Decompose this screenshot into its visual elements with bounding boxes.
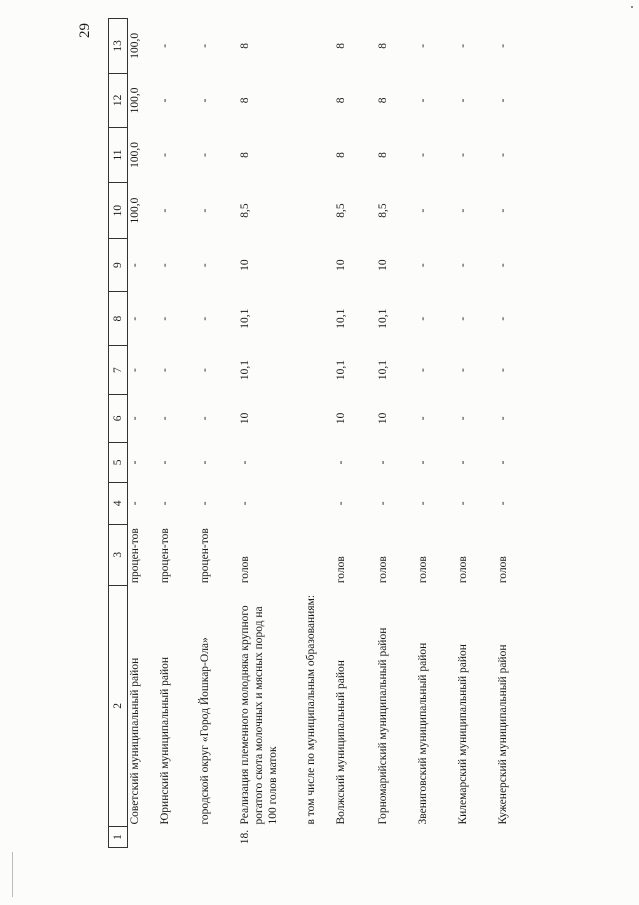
value-cell: - <box>158 98 171 103</box>
value-cell: - <box>456 460 469 465</box>
value-cell: - <box>129 368 141 372</box>
column-header: 4 <box>109 482 128 524</box>
column-header: 9 <box>109 239 128 291</box>
value-cell: 10,1 <box>376 308 389 329</box>
table-row <box>128 19 158 848</box>
value-cell: - <box>158 153 171 157</box>
value-cell <box>304 73 334 128</box>
indicator-name-cell: Звениговский муниципальный район <box>416 642 429 825</box>
indicator-name-cell: Волжский муниципальный район <box>334 660 347 825</box>
value-cell: - <box>158 316 171 321</box>
value-cell: 8 <box>334 42 347 49</box>
value-cell: - <box>334 460 347 465</box>
value-cell: - <box>456 263 469 268</box>
value-cell <box>304 346 334 394</box>
value-cell: 8,5 <box>376 203 389 218</box>
value-cell: 100,0 <box>129 87 141 114</box>
indicator-name-cell: Куженерский муниципальный район <box>496 644 509 825</box>
value-cell: - <box>158 368 171 372</box>
table-row <box>456 19 496 848</box>
value-cell: - <box>496 43 509 48</box>
table-row <box>416 19 456 848</box>
row-number-cell <box>376 827 416 848</box>
indicator-name-cell: Горномарийский муниципальный район <box>376 627 389 825</box>
unit-cell: голов <box>496 556 509 584</box>
value-cell: - <box>198 208 211 213</box>
value-cell: - <box>456 501 469 506</box>
row-number-cell: 18. <box>238 829 251 845</box>
table-row <box>238 19 304 848</box>
value-cell: 100,0 <box>129 142 141 168</box>
value-cell: 8 <box>238 42 251 49</box>
row-number-cell <box>304 827 334 848</box>
value-cell: - <box>198 460 211 465</box>
table-row <box>304 19 334 848</box>
value-cell: 100,0 <box>129 197 141 224</box>
value-cell: - <box>416 98 429 103</box>
page-number: 29 <box>77 23 93 38</box>
value-cell: - <box>496 263 509 268</box>
value-cell: 8 <box>376 42 389 49</box>
value-cell <box>304 239 334 291</box>
value-cell: - <box>496 501 509 506</box>
value-cell <box>304 482 334 524</box>
value-cell: - <box>129 263 141 268</box>
column-header: 8 <box>109 291 128 346</box>
column-header: 3 <box>109 524 128 585</box>
value-cell: - <box>456 416 469 421</box>
row-number-cell <box>198 827 238 848</box>
value-cell: 10,1 <box>334 308 347 329</box>
value-cell: - <box>456 43 469 48</box>
value-cell: - <box>496 368 509 372</box>
unit-cell: процен-тов <box>158 528 171 584</box>
column-header: 10 <box>109 182 128 239</box>
row-number-cell <box>334 827 376 848</box>
value-cell: 10,1 <box>334 360 347 381</box>
value-cell: 8,5 <box>238 203 251 218</box>
value-cell: 10 <box>376 259 389 271</box>
value-cell: 8 <box>238 97 251 104</box>
value-cell: - <box>416 316 429 321</box>
unit-cell: голов <box>416 556 429 584</box>
indicator-name-cell: городской округ «Город Йошкар-Ола» <box>198 637 211 825</box>
value-cell: - <box>496 460 509 465</box>
value-cell: - <box>129 460 141 465</box>
value-cell: - <box>496 98 509 103</box>
value-cell: 8 <box>376 152 389 158</box>
table-body <box>109 19 536 848</box>
value-cell: - <box>198 153 211 157</box>
column-header: 1 <box>109 827 128 848</box>
value-cell: - <box>198 263 211 268</box>
value-cell <box>304 442 334 482</box>
value-cell: - <box>129 501 141 506</box>
indicator-name-cell: Килемарский муниципальный район <box>456 644 469 825</box>
value-cell: - <box>416 153 429 157</box>
value-cell: - <box>416 460 429 465</box>
value-cell: - <box>129 416 141 421</box>
row-number-cell <box>496 827 536 848</box>
value-cell: - <box>198 316 211 321</box>
value-cell: - <box>496 208 509 213</box>
value-cell: 8,5 <box>334 203 347 218</box>
value-cell: - <box>129 316 141 321</box>
column-header: 12 <box>109 73 128 128</box>
value-cell: 10 <box>238 412 251 425</box>
value-cell: - <box>456 153 469 157</box>
value-cell: - <box>198 501 211 506</box>
scan-margin-mark <box>12 852 13 897</box>
table-row <box>334 19 376 848</box>
table-row <box>158 19 198 848</box>
indicator-table <box>108 18 536 848</box>
value-cell: - <box>158 263 171 268</box>
value-cell: - <box>416 263 429 268</box>
value-cell: - <box>376 501 389 506</box>
unit-cell: процен-тов <box>129 528 141 584</box>
indicator-name-cell: Юринский муниципальный район <box>158 656 171 825</box>
value-cell: 10 <box>334 259 347 271</box>
column-header: 2 <box>109 585 128 826</box>
unit-cell: голов <box>456 556 469 584</box>
value-cell: 8 <box>376 97 389 104</box>
value-cell: 8 <box>334 152 347 158</box>
value-cell: 10,1 <box>238 308 251 329</box>
value-cell: 8 <box>334 97 347 104</box>
value-cell: - <box>416 416 429 421</box>
value-cell: - <box>158 460 171 465</box>
value-cell: - <box>496 316 509 321</box>
value-cell: - <box>198 416 211 421</box>
value-cell: - <box>456 98 469 103</box>
value-cell: 10 <box>376 412 389 425</box>
column-header: 11 <box>109 128 128 183</box>
value-cell: - <box>376 460 389 465</box>
value-cell: - <box>238 460 251 465</box>
value-cell: 10 <box>238 259 251 271</box>
value-cell: - <box>456 316 469 321</box>
value-cell: 8 <box>238 152 251 158</box>
value-cell: - <box>158 43 171 48</box>
indicator-name-cell: в том числе по муниципальным образованиям: <box>304 594 317 825</box>
column-header: 5 <box>109 442 128 482</box>
value-cell: - <box>158 416 171 421</box>
row-number-cell <box>456 827 496 848</box>
unit-cell: голов <box>238 556 251 584</box>
value-cell: - <box>456 368 469 372</box>
indicator-name-cell: Реализация племенного молодняка крупного рогатого скота молочных и мясных пород на 100 голов маток <box>238 605 280 825</box>
value-cell <box>304 128 334 183</box>
value-cell: 10,1 <box>376 360 389 381</box>
value-cell: 10,1 <box>238 360 251 381</box>
value-cell: - <box>416 368 429 372</box>
row-number-cell <box>158 827 198 848</box>
unit-cell: голов <box>334 556 347 584</box>
value-cell <box>304 394 334 442</box>
value-cell <box>304 182 334 239</box>
value-cell: - <box>496 416 509 421</box>
table-row <box>198 19 238 848</box>
value-cell: - <box>496 153 509 157</box>
value-cell <box>304 291 334 346</box>
scan-speck <box>631 6 633 8</box>
unit-cell: процен-тов <box>198 528 211 584</box>
indicator-name-cell: Советский муниципальный район <box>129 657 141 825</box>
column-header: 7 <box>109 346 128 394</box>
value-cell: - <box>198 43 211 48</box>
value-cell: 10 <box>334 412 347 425</box>
row-number-cell <box>416 827 456 848</box>
rotated-table-container <box>108 18 558 848</box>
table-row <box>496 19 536 848</box>
row-number-cell <box>128 827 158 848</box>
unit-cell <box>304 524 334 585</box>
value-cell: - <box>198 368 211 372</box>
column-header: 6 <box>109 394 128 442</box>
value-cell: - <box>198 98 211 103</box>
column-number-header-row <box>109 19 128 848</box>
value-cell: - <box>158 208 171 213</box>
value-cell: - <box>334 501 347 506</box>
value-cell: - <box>416 43 429 48</box>
table-row <box>376 19 416 848</box>
value-cell: - <box>416 501 429 506</box>
value-cell: - <box>416 208 429 213</box>
value-cell <box>304 19 334 74</box>
value-cell: - <box>158 501 171 506</box>
unit-cell: голов <box>376 556 389 584</box>
value-cell: - <box>456 208 469 213</box>
column-header: 13 <box>109 19 128 74</box>
value-cell: - <box>238 501 251 506</box>
value-cell: 100,0 <box>129 32 141 59</box>
